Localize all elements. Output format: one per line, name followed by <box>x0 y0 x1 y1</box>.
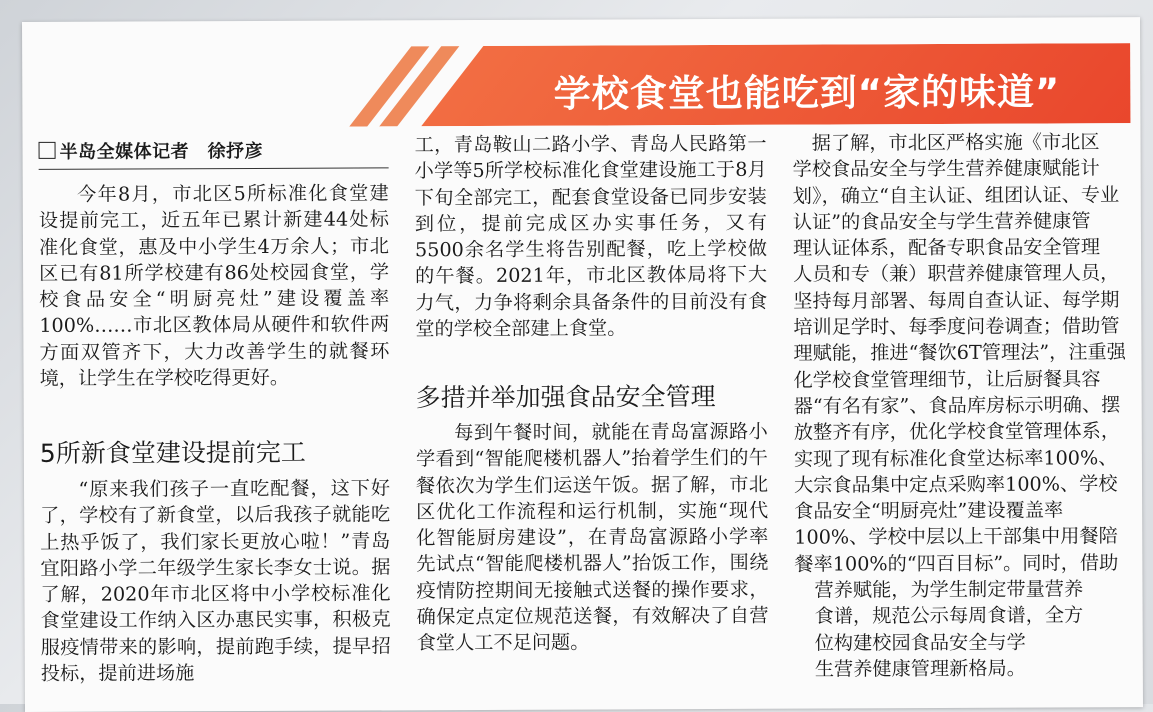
headline-title: 学校食堂也能吃到“家的味道” <box>553 70 1061 116</box>
column-line: 认证”的食品安全与学生营养健康管 <box>792 209 1091 234</box>
column-line: 坚持每月部署、每周自查认证、每学期 <box>793 287 1120 313</box>
column-line: 大宗食品集中定点采购率100%、学校 <box>793 472 1118 497</box>
byline <box>39 136 389 170</box>
section-heading: 5所新食堂建设提前完工 <box>39 437 306 468</box>
column-line: 放整齐有序，优化学校食堂管理体系， <box>793 419 1121 444</box>
column-line: 培训足学时、每季度问卷调查；借助管 <box>793 314 1120 339</box>
column-line: 理赋能，推进“餐饮6T管理法”，注重强 <box>793 340 1126 366</box>
column-line: 餐率100%的“四百目标”。同时，借助 <box>794 550 1119 576</box>
column-line: 学校食品安全与学生营养健康赋能计 <box>792 156 1100 181</box>
column-line: 器“有名有家”、食品库房标示明确、摆 <box>793 393 1121 418</box>
headline-banner <box>340 43 1130 126</box>
column-line: 生营养健康管理新格局。 <box>814 656 1026 681</box>
article-column-1-continued <box>40 475 391 687</box>
article-column-2 <box>414 131 767 343</box>
paragraph: 工，青岛鞍山二路小学、青岛人民路第一小学等5所学校标准化食堂建设施工于8月下旬全部完工，配套食堂设备已同步安装到位，提前完成区办实事任务，又有5500余名学生将告别配餐，吃上学校做的午餐。2021年，市北区教体局将下大力气，力争将剩余具备条件的目前没有食堂的学校全部建上食堂。 <box>414 131 768 341</box>
paragraph: “原来我们孩子一直吃配餐，这下好了，学校有了新食堂，以后我孩子就能吃上热乎饭了，我们家长更放心啦！”青岛宜阳路小学二年级学生家长李女士说。据了解，2020年市北区将中小学校标准化食堂建设工作纳入区办惠民实事，积极克服疫情带来的影响，提前跑手续，提早招投标，提前进场施 <box>40 476 391 686</box>
column-line: 化学校食堂管理细节，让后厨餐具容 <box>793 366 1101 392</box>
article-column-1 <box>39 180 390 392</box>
article-column-2-continued <box>416 419 769 657</box>
column-line: 食谱，规范公示每周食谱，全方 <box>814 603 1084 628</box>
byline-box-icon <box>39 142 56 159</box>
column-line: 实现了现有标准化食堂达标率100%、 <box>793 445 1118 471</box>
column-line: 人员和专（兼）职营养健康管理人员， <box>793 261 1120 287</box>
column-line: 理认证体系，配备专职食品安全管理 <box>792 235 1101 260</box>
article-column-3 <box>792 129 1134 683</box>
column-line: 营养赋能，为学生制定带量营养 <box>814 577 1084 602</box>
column-line: 位构建校园食品安全与学 <box>814 630 1026 655</box>
column-line: 划》，确立“自主认证、组团认证、专业 <box>792 182 1120 208</box>
section-heading: 多措并举加强食品安全管理 <box>415 381 716 413</box>
newspaper-page <box>22 17 1143 712</box>
paragraph: 每到午餐时间，就能在青岛富源路小学看到“智能爬楼机器人”抬着学生们的午餐依次为学生们运送午饭。据了解，市北区优化工作流程和运行机制，实施“现代化智能厨房建设”，在青岛富源路小学率先试点“智能爬楼机器人”抬饭工作，围绕疫情防控期间无接触式送餐的操作要求，确保定点定位规范送餐，有效解决了自营食堂人工不足问题。 <box>415 419 769 655</box>
paragraph: 今年8月，市北区5所标准化食堂建设提前完工，近五年已累计新建44处标准化食堂，惠及中小学生4万余人；市北区已有81所学校建有86处校园食堂，学校食品安全“明厨亮灶”建设覆盖率100%……市北区教体局从硬件和软件两方面双管齐下，大力改善学生的就餐环境，让学生在学校吃得更好。 <box>38 181 390 391</box>
column-line: 食品安全“明厨亮灶”建设覆盖率 <box>794 498 1064 523</box>
column-line: 据了解，市北区严格实施《市北区 <box>792 130 1100 155</box>
column-line: 100%、学校中层以上干部集中用餐陪 <box>794 524 1118 550</box>
byline-text: 半岛全媒体记者 徐抒彦 <box>59 140 264 163</box>
